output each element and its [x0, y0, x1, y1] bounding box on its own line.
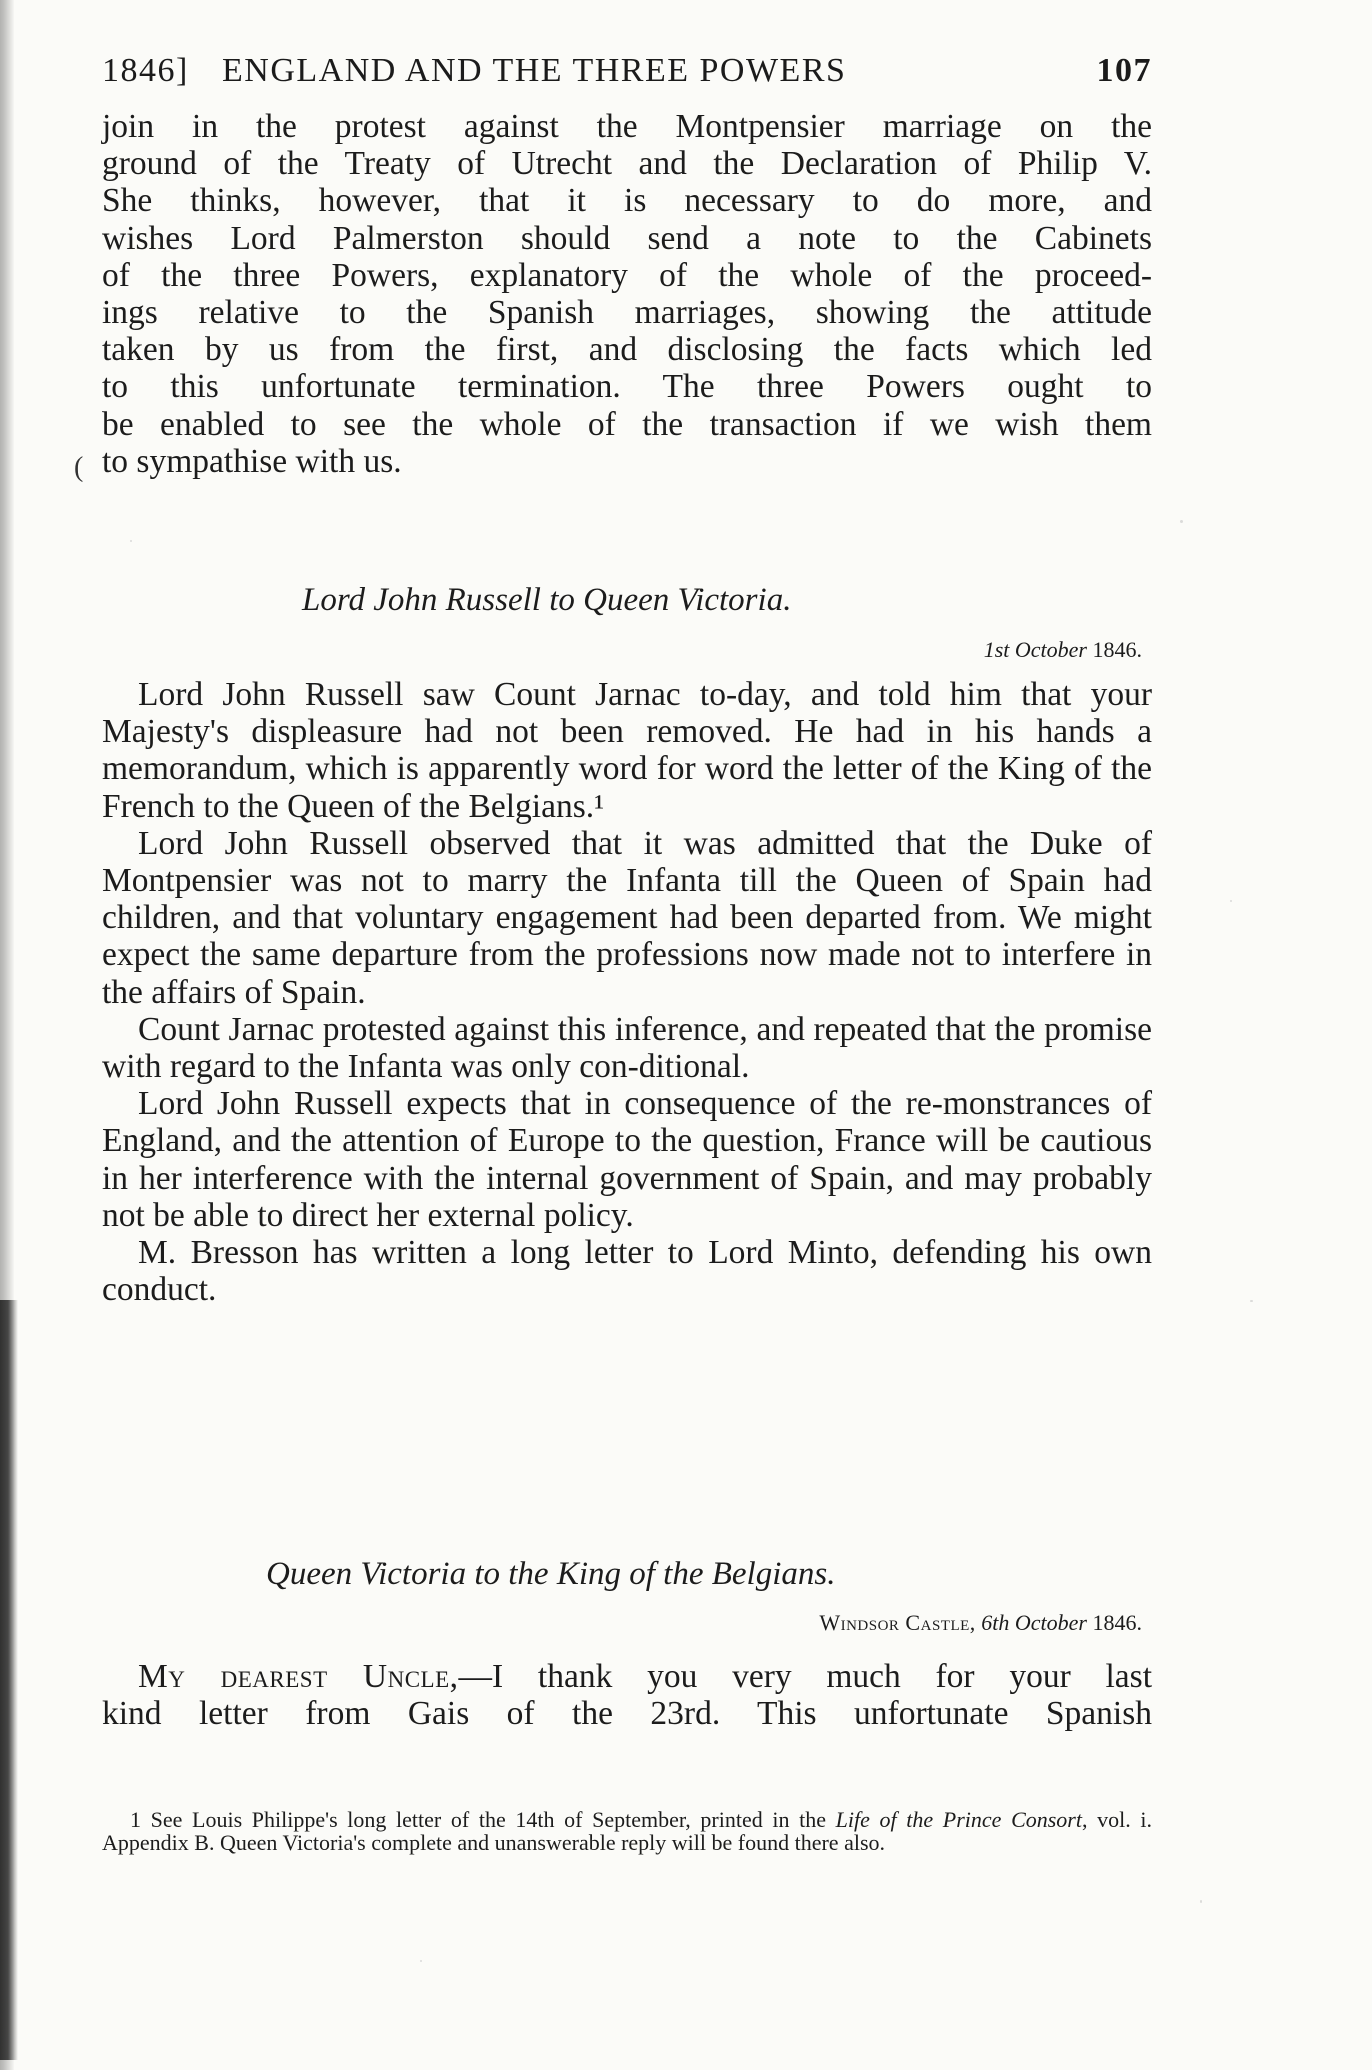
scan-speckle [1200, 1900, 1202, 1903]
header-title: ENGLAND AND THE THREE POWERS [222, 52, 847, 89]
date-place: Windsor Castle, [819, 1610, 976, 1635]
text-line: taken by us from the first, and disclosing the facts which led [102, 331, 1152, 369]
paragraph: Lord John Russell expects that in consequence of the re-monstrances of England, and the attention of Europe to the question, France will be cautious in her interference with the internal government of Spain, and may probably not be able to direct her external policy. [102, 1085, 1152, 1234]
scan-speckle [1250, 1300, 1253, 1302]
letter-heading: Queen Victoria to the King of the Belgians. [266, 1556, 836, 1592]
text-line [102, 1658, 1152, 1695]
scan-speckle [130, 540, 132, 542]
footnote-marker: 1 [130, 1807, 141, 1832]
paragraph: Count Jarnac protested against this inference, and repeated that the promise with regard to the Infanta was only con-ditional. [102, 1010, 1152, 1086]
footnote-text-before: See Louis Philippe's long letter of the 14th of September, printed in the [141, 1807, 836, 1832]
margin-pencil-mark: ( [74, 452, 84, 483]
footnote [102, 1808, 1152, 1854]
text-line: wishes Lord Palmerston should send a note to the Cabinets [102, 219, 1152, 257]
footnote-text-after: , vol. i. Appendix B. Queen Victoria's complete and unanswerable reply will be found there also. [102, 1807, 1152, 1855]
letter-date [984, 637, 1142, 663]
text-line: to this unfortunate termination. The three Powers ought to [102, 368, 1152, 406]
text-line: be enabled to see the whole of the transaction if we wish them [102, 405, 1152, 443]
date-ordinal: 6th [981, 1610, 1010, 1635]
letter-heading: Lord John Russell to Queen Victoria. [302, 582, 792, 618]
date-ordinal: 1st [983, 637, 1010, 662]
letter-date [819, 1610, 1142, 1636]
date-month: October [1014, 637, 1087, 662]
header-year: 1846] [102, 52, 189, 89]
scan-speckle [1230, 900, 1232, 902]
salutation: My dearest Uncle, [138, 1658, 459, 1695]
text-line: ground of the Treaty of Utrecht and the Declaration of Philip V. [102, 145, 1152, 183]
text-line: kind letter from Gais of the 23rd. This unfortunate Spanish [102, 1695, 1152, 1733]
page-number: 107 [1096, 52, 1152, 89]
date-year: 1846. [1092, 637, 1142, 662]
scan-speckle [420, 1960, 422, 1962]
opening-paragraph [102, 108, 1152, 480]
date-month: October [1014, 1610, 1087, 1635]
paragraph: Lord John Russell observed that it was admitted that the Duke of Montpensier was not to marry the Infanta till the Queen of Spain had children, and that voluntary engagement had been departed from. We might expect the same departure from the professions now made not to interfere in the affairs of Spain. [102, 824, 1152, 1011]
footnote-italic-title: Life of the Prince Consort [835, 1807, 1082, 1832]
letter-body [102, 676, 1152, 1308]
text-line: of the three Powers, explanatory of the whole of the proceed- [102, 256, 1152, 294]
scan-speckle [1180, 520, 1183, 523]
text-line: She thinks, however, that it is necessary to do more, and [102, 182, 1152, 220]
text-line: to sympathise with us. [102, 442, 402, 480]
page-binding-shadow-lower [0, 1300, 18, 2060]
paragraph: M. Bresson has written a long letter to Lord Minto, defending his own conduct. [102, 1234, 1152, 1309]
footnote-text [102, 1808, 1152, 1854]
text-line: join in the protest against the Montpensier marriage on the [102, 108, 1152, 145]
running-header [102, 52, 1152, 102]
letter-body [102, 1658, 1152, 1732]
date-year: 1846. [1092, 1610, 1142, 1635]
body-text: —I thank you very much for your last [458, 1658, 1152, 1695]
text-line: ings relative to the Spanish marriages, showing the attitude [102, 294, 1152, 332]
paragraph: Lord John Russell saw Count Jarnac to-day, and told him that your Majesty's displeasure had not been removed. He had in his hands a memorandum, which is apparently word for word the letter of the King of the French to the Queen of the Belgians.¹ [102, 676, 1152, 825]
